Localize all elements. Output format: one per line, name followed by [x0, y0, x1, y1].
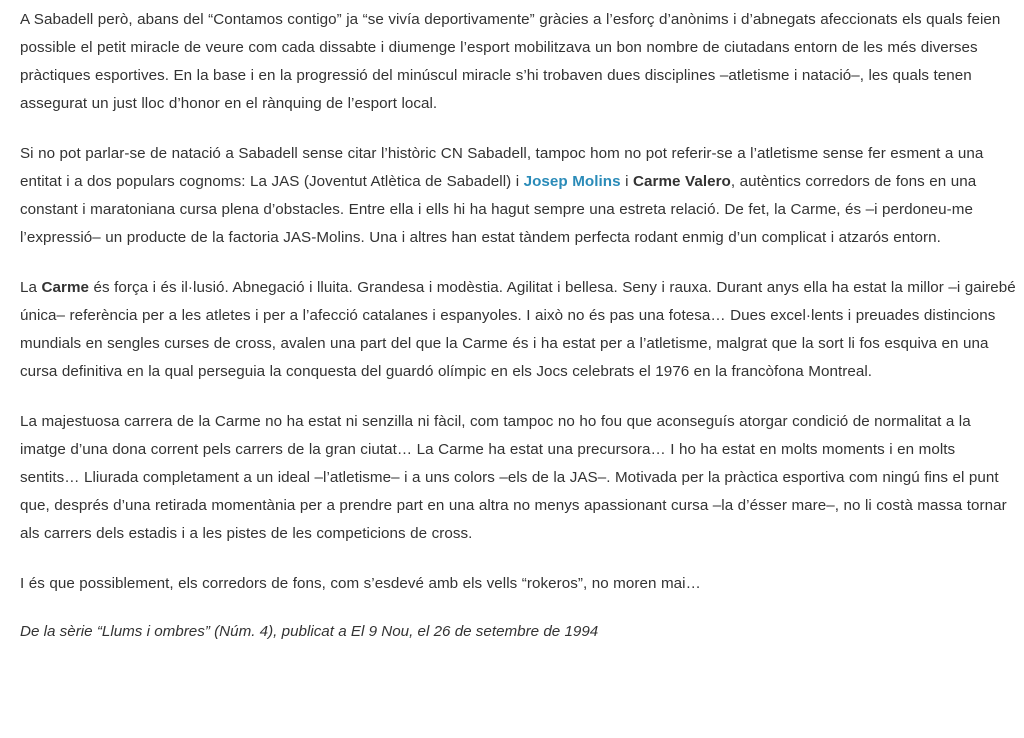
paragraph-2-text-start: Si no pot parlar-se de natació a Sabadell sense citar l’històric CN Sabadell, tampoc hom no pot referir-se a l’atletisme sense fer esment a una entitat i a dos populars cognoms: La JAS (Joventut Atlètica de Sabadell) i: [20, 145, 984, 190]
paragraph-1: A Sabadell però, abans del “Contamos contigo” ja “se vivía deportivamente” gràcies a l’esforç d’anònims i d’abnegats afeccionats els quals feien possible el petit miracle de veure com cada dissabte i diumenge l’esport mobilitzava un bon nombre de ciutadans entorn de les més diverses pràctiques esportives. En la base i en la progressió del minúscul miracle s’hi trobaven dues disciplines –atletisme i natació–, les quals tenen assegurat un just lloc d’honor en el rànquing de l’esport local.: [20, 11, 1001, 112]
paragraph-4: La majestuosa carrera de la Carme no ha estat ni senzilla ni fàcil, com tampoc no ho fou que aconseguís atorgar condició de normalitat a la imatge d’una dona corrent pels carrers de la gran ciutat… La Carme ha estat una precursora… I ho ha estat en molts moments i en molts sentits… Lliurada completament a un ideal –l’atletisme– i a uns colors –els de la JAS–. Motivada per la pràctica esportiva com ningú fins el punt que, després d’una retirada momentània per a prendre part en una altra no menys apassionant cursa –la d’ésser mare–, no li costà massa tornar als carrers dels estadis i a les pistes de les competicions de cross.: [20, 413, 1007, 542]
paragraph-3-text-start: La: [20, 279, 42, 296]
paragraph-2-conjunction: i: [620, 173, 633, 190]
publication-byline: De la sèrie “Llums i ombres” (Núm. 4), publicat a El 9 Nou, el 26 de setembre de 1994: [20, 623, 599, 640]
carme-valero-bold: Carme Valero: [633, 173, 731, 190]
carme-bold: Carme: [41, 279, 89, 296]
paragraph-3-text-end: és força i és il·lusió. Abnegació i lluita. Grandesa i modèstia. Agilitat i bellesa. Seny i rauxa. Durant anys ella ha estat la millor –i gairebé única– referència per a les atletes i per a l’afecció catalanes i espanyoles. I això no és pas una fotesa… Dues excel·lents i preuades distincions mundials en sengles curses de cross, avalen una part del que la Carme és i ha estat per a l’atletisme, malgrat que la sort li fos esquiva en una cursa definitiva en la qual perseguia la conquesta del guardó olímpic en els Jocs celebrats el 1976 en la francòfona Montreal.: [20, 279, 1016, 380]
paragraph-2-text-end: , autèntics corredors de fons en una constant i maratoniana cursa plena d’obstacles. Entre ella i ells hi ha hagut sempre una estreta relació. De fet, la Carme, és –i perdoneu-me l’expressió– un producte de la factoria JAS-Molins. Una i altres han estat tàndem perfecta rodant enmig d’un complicat i atzarós entorn.: [20, 173, 977, 246]
paragraph-3: [20, 274, 1016, 386]
paragraph-5: I és que possiblement, els corredors de fons, com s’esdevé amb els vells “rokeros”, no moren mai…: [20, 575, 701, 592]
josep-molins-link[interactable]: Josep Molins: [523, 173, 621, 190]
paragraph-2: [20, 140, 1016, 252]
